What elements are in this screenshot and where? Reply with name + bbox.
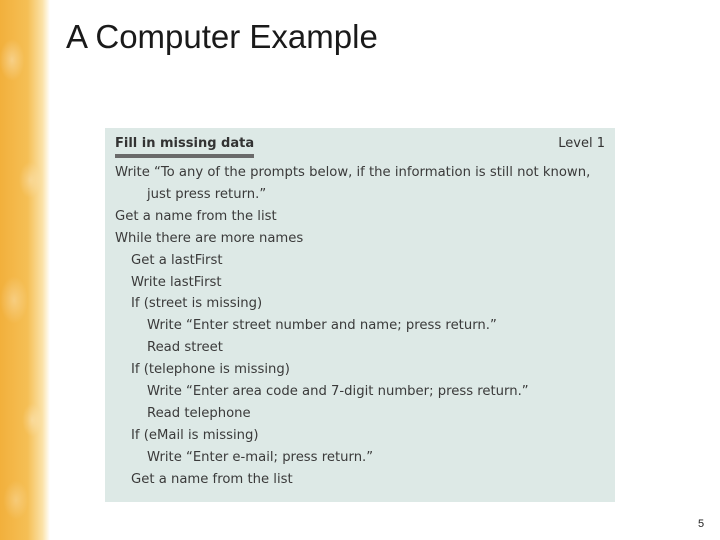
- code-line: Get a name from the list: [115, 208, 277, 224]
- code-line: Write “Enter street number and name; press return.”: [147, 318, 497, 334]
- code-line: Get a lastFirst: [131, 252, 223, 268]
- code-line: Read street: [147, 340, 223, 356]
- slide-title: A Computer Example: [66, 18, 378, 55]
- code-line: Write “Enter area code and 7-digit number; press return.”: [147, 384, 529, 400]
- code-line: While there are more names: [115, 230, 304, 246]
- code-line: Get a name from the list: [131, 471, 293, 487]
- code-line: If (street is missing): [131, 296, 263, 312]
- panel-level-label: Level 1: [558, 136, 605, 151]
- pseudocode-lines: [115, 162, 609, 491]
- code-line: Write lastFirst: [131, 274, 222, 290]
- pseudocode-panel: [105, 128, 615, 502]
- code-line: Write “To any of the prompts below, if the information is still not known,: [115, 165, 591, 180]
- panel-heading: Fill in missing data: [115, 136, 254, 158]
- decorative-side-strip: [0, 0, 50, 540]
- code-line: Write “Enter e-mail; press return.”: [147, 449, 374, 465]
- page-number: 5: [698, 518, 705, 530]
- code-line: just press return.”: [147, 186, 267, 202]
- code-line: If (eMail is missing): [131, 427, 259, 443]
- code-line: Read telephone: [147, 405, 251, 421]
- code-line: If (telephone is missing): [131, 362, 290, 378]
